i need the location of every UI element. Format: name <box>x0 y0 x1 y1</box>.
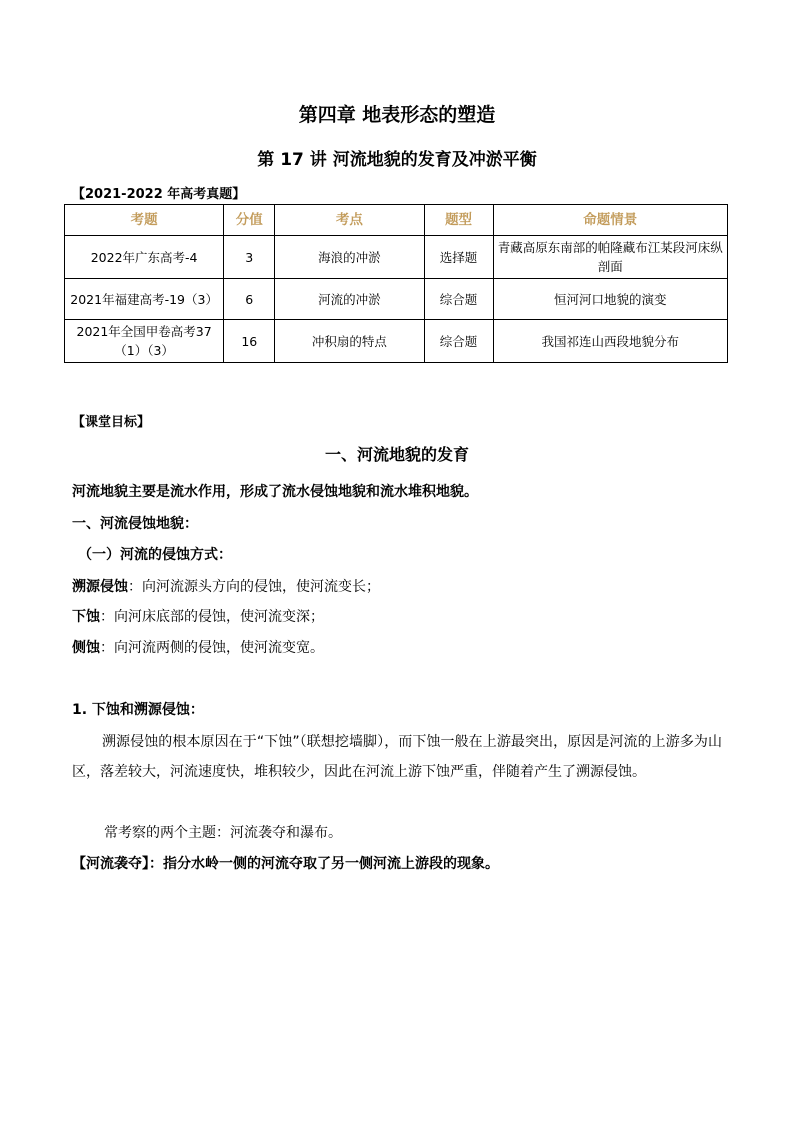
table-cell-context: 我国祁连山西段地貌分布 <box>493 320 727 363</box>
erosion-description: ：向河流源头方向的侵蚀，使河流变长； <box>128 579 380 595</box>
table-row <box>65 236 728 279</box>
subsection-subheading: （一）河流的侵蚀方式： <box>78 547 232 563</box>
table-cell-type: 综合题 <box>424 320 493 363</box>
table-cell-type: 综合题 <box>424 279 493 320</box>
table-cell-exam: 2022年广东高考-4 <box>65 236 224 279</box>
erosion-item-headward <box>72 576 380 596</box>
column-header-context: 命题情景 <box>493 205 727 236</box>
table-cell-point: 海浪的冲淤 <box>275 236 424 279</box>
table-cell-point: 冲积扇的特点 <box>275 320 424 363</box>
column-header-type: 题型 <box>424 205 493 236</box>
exam-section-label: 【2021-2022 年高考真题】 <box>72 187 246 202</box>
river-capture-description: ：指分水岭一侧的河流夺取了另一侧河流上游段的现象。 <box>149 856 499 872</box>
chapter-title: 第四章 地表形态的塑造 <box>298 104 496 126</box>
erosion-description: ：向河床底部的侵蚀，使河流变深； <box>100 609 324 625</box>
intro-text: 河流地貌主要是流水作用，形成了流水侵蚀地貌和流水堆积地貌。 <box>72 484 478 500</box>
erosion-term: 溯源侵蚀 <box>72 579 128 595</box>
table-row <box>65 320 728 363</box>
column-header-score: 分值 <box>224 205 275 236</box>
table-cell-score: 16 <box>224 320 275 363</box>
river-capture-definition <box>72 853 499 873</box>
exam-table <box>64 204 728 363</box>
column-header-exam: 考题 <box>65 205 224 236</box>
table-cell-context: 青藏高原东南部的帕隆藏布江某段河床纵剖面 <box>493 236 727 279</box>
erosion-term: 侧蚀 <box>72 640 100 656</box>
class-goal-label: 【课堂目标】 <box>72 415 151 430</box>
erosion-item-lateral <box>72 637 324 657</box>
table-row <box>65 279 728 320</box>
point-heading: 1. 下蚀和溯源侵蚀： <box>72 702 204 718</box>
lecture-title: 第 17 讲 河流地貌的发育及冲淤平衡 <box>257 150 537 170</box>
table-cell-point: 河流的冲淤 <box>275 279 424 320</box>
section-heading: 一、河流地貌的发育 <box>324 445 469 464</box>
subsection-heading: 一、河流侵蚀地貌： <box>72 516 198 532</box>
erosion-description: ：向河流两侧的侵蚀，使河流变宽。 <box>100 640 324 656</box>
table-header-row <box>65 205 728 236</box>
table-cell-exam: 2021年全国甲卷高考37（1）（3） <box>65 320 224 363</box>
table-cell-context: 恒河河口地貌的演变 <box>493 279 727 320</box>
table-cell-score: 3 <box>224 236 275 279</box>
point-note: 常考察的两个主题：河流袭夺和瀑布。 <box>104 825 342 841</box>
river-capture-term: 【河流袭夺】 <box>72 856 149 872</box>
table-cell-exam: 2021年福建高考-19（3） <box>65 279 224 320</box>
column-header-point: 考点 <box>275 205 424 236</box>
table-cell-score: 6 <box>224 279 275 320</box>
erosion-item-downward <box>72 606 324 626</box>
point-paragraph: 溯源侵蚀的根本原因在于“下蚀”（联想挖墙脚），而下蚀一般在上游最突出，原因是河流的上游多为山区，落差较大，河流速度快，堆积较少，因此在河流上游下蚀严重，伴随着产生了溯源侵蚀。 <box>72 734 722 780</box>
erosion-term: 下蚀 <box>72 609 100 625</box>
table-cell-type: 选择题 <box>424 236 493 279</box>
